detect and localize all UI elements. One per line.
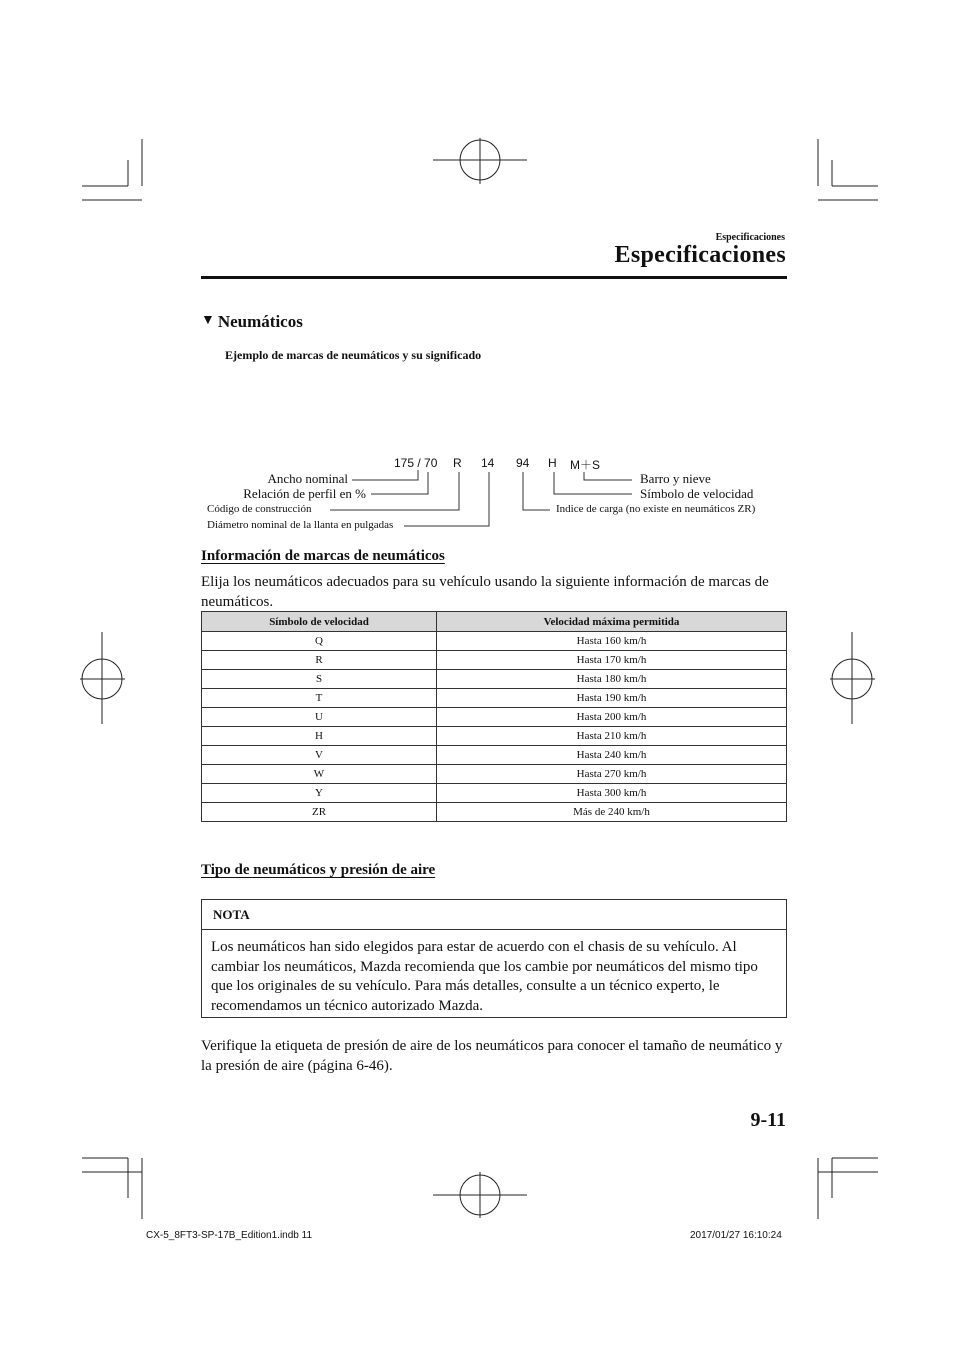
code-mud-snow: M＋S — [570, 458, 601, 472]
section-label-small: Especificaciones — [715, 232, 785, 243]
table-cell-speed: Hasta 170 km/h — [437, 651, 787, 670]
table-cell-speed: Hasta 210 km/h — [437, 727, 787, 746]
label-simbolo: Símbolo de velocidad — [640, 486, 754, 501]
table-cell-speed: Hasta 300 km/h — [437, 784, 787, 803]
table-row — [202, 651, 787, 670]
tipo-heading: Tipo de neumáticos y presión de aire — [201, 862, 436, 878]
code-construction: R — [453, 456, 462, 470]
pressure-paragraph: Verifique la etiqueta de presión de aire de los neumáticos para conocer el tamaño de neumático y la presión de aire (página 6-46). — [201, 1038, 783, 1074]
table-row — [202, 689, 787, 708]
code-size: 175 / 70 — [394, 456, 438, 470]
table-header-row — [202, 612, 787, 632]
table-row — [202, 746, 787, 765]
note-body: Los neumáticos han sido elegidos para estar de acuerdo con el chasis de su vehículo. Al cambiar los neumáticos, Mazda recomienda que los cambie por neumáticos del mismo tipo que los originales de su vehículo. Para más detalles, consulte a un técnico experto, le recomendamos un técnico autorizado Mazda. — [211, 939, 758, 1014]
table-cell-symbol: W — [202, 765, 437, 784]
label-barro: Barro y nieve — [640, 471, 711, 486]
label-ancho: Ancho nominal — [267, 471, 348, 486]
table-header-speed: Velocidad máxima permitida — [437, 612, 787, 632]
footer-datetime: 2017/01/27 16:10:24 — [690, 1230, 782, 1241]
table-cell-symbol: ZR — [202, 803, 437, 822]
table-cell-symbol: Q — [202, 632, 437, 651]
table-row — [202, 632, 787, 651]
label-codigo: Código de construcción — [207, 503, 312, 515]
page-number: 9-11 — [750, 1109, 786, 1131]
label-relacion: Relación de perfil en % — [243, 486, 366, 501]
table-cell-speed: Hasta 270 km/h — [437, 765, 787, 784]
table-cell-symbol: T — [202, 689, 437, 708]
section-title: Especificaciones — [614, 242, 786, 268]
label-diametro: Diámetro nominal de la llanta en pulgadas — [207, 519, 394, 531]
table-row — [202, 784, 787, 803]
table-row — [202, 803, 787, 822]
table-row — [202, 727, 787, 746]
diagram-leader-lines — [0, 0, 960, 560]
label-indice: Indice de carga (no existe en neumáticos ZR) — [556, 503, 756, 515]
table-cell-speed: Hasta 190 km/h — [437, 689, 787, 708]
table-row — [202, 765, 787, 784]
note-box — [201, 899, 787, 1018]
table-cell-symbol: Y — [202, 784, 437, 803]
table-row — [202, 708, 787, 727]
footer-file: CX-5_8FT3-SP-17B_Edition1.indb 11 — [146, 1230, 313, 1241]
code-speed-symbol: H — [548, 456, 557, 470]
note-title: NOTA — [213, 907, 250, 922]
table-cell-speed: Hasta 160 km/h — [437, 632, 787, 651]
speed-table — [201, 611, 787, 822]
note-divider — [202, 929, 786, 930]
table-cell-symbol: S — [202, 670, 437, 689]
table-cell-speed: Hasta 200 km/h — [437, 708, 787, 727]
table-row — [202, 670, 787, 689]
table-header-symbol: Símbolo de velocidad — [202, 612, 437, 632]
marcas-intro: Elija los neumáticos adecuados para su vehículo usando la siguiente información de marcas de neumáticos. — [201, 574, 769, 610]
tires-heading-text: Neumáticos — [217, 312, 303, 331]
diagram-caption: Ejemplo de marcas de neumáticos y su significado — [225, 348, 482, 362]
marcas-heading: Información de marcas de neumáticos — [201, 548, 445, 564]
table-cell-speed: Más de 240 km/h — [437, 803, 787, 822]
code-load-index: 94 — [516, 456, 530, 470]
triangle-down-icon: ▼ — [201, 313, 215, 328]
code-diameter: 14 — [481, 456, 495, 470]
table-cell-speed: Hasta 180 km/h — [437, 670, 787, 689]
table-cell-symbol: H — [202, 727, 437, 746]
table-cell-symbol: R — [202, 651, 437, 670]
table-cell-speed: Hasta 240 km/h — [437, 746, 787, 765]
table-cell-symbol: V — [202, 746, 437, 765]
table-cell-symbol: U — [202, 708, 437, 727]
